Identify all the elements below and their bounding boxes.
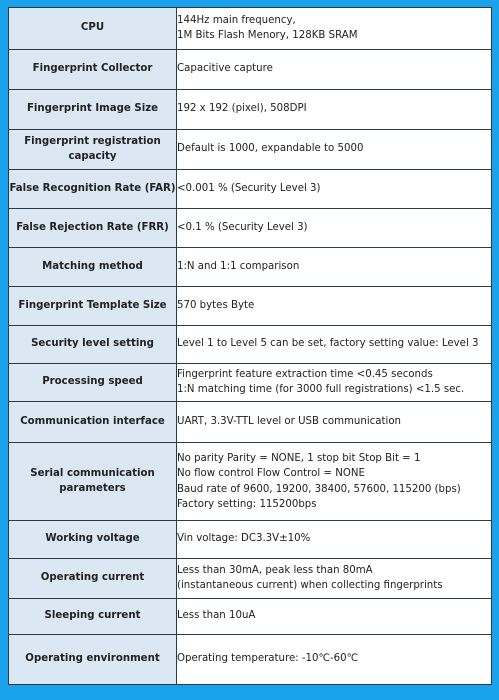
- value-line: <0.001 % (Security Level 3): [177, 182, 321, 194]
- table-row: [9, 635, 492, 685]
- table-row: [9, 90, 492, 130]
- row-label: CPU: [9, 8, 177, 50]
- row-value: [177, 287, 492, 326]
- row-label: Fingerprint Template Size: [9, 287, 177, 326]
- value-line: No parity Parity = NONE, 1 stop bit Stop Bit = 1: [177, 452, 421, 464]
- row-label: Security level setting: [9, 326, 177, 364]
- row-value: [177, 130, 492, 170]
- row-value: [177, 209, 492, 248]
- value-line: 192 x 192 (pixel), 508DPI: [177, 103, 307, 115]
- value-line: <0.1 % (Security Level 3): [177, 221, 308, 233]
- table-row: [9, 326, 492, 364]
- table-row: [9, 559, 492, 599]
- row-label: False Rejection Rate (FRR): [9, 209, 177, 248]
- value-line: Less than 10uA: [177, 610, 256, 622]
- row-label: Fingerprint Image Size: [9, 90, 177, 130]
- row-value: [177, 364, 492, 402]
- row-label: Fingerprint registration capacity: [9, 130, 177, 170]
- row-value: [177, 170, 492, 209]
- value-line: (instantaneous current) when collecting fingerprints: [177, 579, 443, 591]
- table-row: [9, 287, 492, 326]
- table-row: [9, 521, 492, 559]
- row-label: Operating environment: [9, 635, 177, 685]
- value-line: 570 bytes Byte: [177, 299, 255, 311]
- row-label: Fingerprint Collector: [9, 50, 177, 90]
- row-label: Communication interface: [9, 402, 177, 443]
- value-line: Default is 1000, expandable to 5000: [177, 143, 364, 155]
- row-value: [177, 248, 492, 287]
- row-value: [177, 90, 492, 130]
- value-line: Level 1 to Level 5 can be set, factory setting value: Level 3: [177, 338, 479, 350]
- table-row: [9, 248, 492, 287]
- value-line: No flow control Flow Control = NONE: [177, 468, 365, 479]
- row-value: [177, 521, 492, 559]
- value-line: 1:N matching time (for 3000 full registrations) <1.5 sec.: [177, 383, 465, 395]
- row-value: [177, 326, 492, 364]
- table-row: [9, 50, 492, 90]
- spec-table-frame: [8, 7, 492, 685]
- table-row: [9, 599, 492, 635]
- value-line: 144Hz main frequency,: [177, 15, 296, 27]
- value-line: 1M Bits Flash Menory, 128KB SRAM: [177, 29, 358, 41]
- table-row: [9, 170, 492, 209]
- table-row: [9, 130, 492, 170]
- row-value: [177, 8, 492, 50]
- row-label: False Recognition Rate (FAR): [9, 170, 177, 209]
- table-row: [9, 364, 492, 402]
- table-row: [9, 443, 492, 521]
- value-line: 1:N and 1:1 comparison: [177, 260, 300, 272]
- value-line: Baud rate of 9600, 19200, 38400, 57600, 115200 (bps): [177, 483, 461, 495]
- row-label: Operating current: [9, 559, 177, 599]
- value-line: Operating temperature: -10℃-60℃: [177, 653, 359, 665]
- row-label: Matching method: [9, 248, 177, 287]
- spec-table: [8, 7, 492, 685]
- value-line: Fingerprint feature extraction time <0.45 seconds: [177, 369, 433, 381]
- row-value: [177, 402, 492, 443]
- value-line: Factory setting: 115200bps: [177, 499, 317, 510]
- row-label: Processing speed: [9, 364, 177, 402]
- row-label: Working voltage: [9, 521, 177, 559]
- table-row: [9, 209, 492, 248]
- row-label: Sleeping current: [9, 599, 177, 635]
- row-value: [177, 635, 492, 685]
- value-line: UART, 3.3V-TTL level or USB communication: [177, 415, 402, 427]
- row-value: [177, 443, 492, 521]
- table-row: [9, 402, 492, 443]
- table-row: [9, 8, 492, 50]
- value-line: Less than 30mA, peak less than 80mA: [177, 565, 373, 577]
- row-label: Serial communication parameters: [9, 443, 177, 521]
- row-value: [177, 599, 492, 635]
- value-line: Capacitive capture: [177, 63, 273, 75]
- value-line: Vin voltage: DC3.3V±10%: [177, 533, 311, 545]
- row-value: [177, 559, 492, 599]
- row-value: [177, 50, 492, 90]
